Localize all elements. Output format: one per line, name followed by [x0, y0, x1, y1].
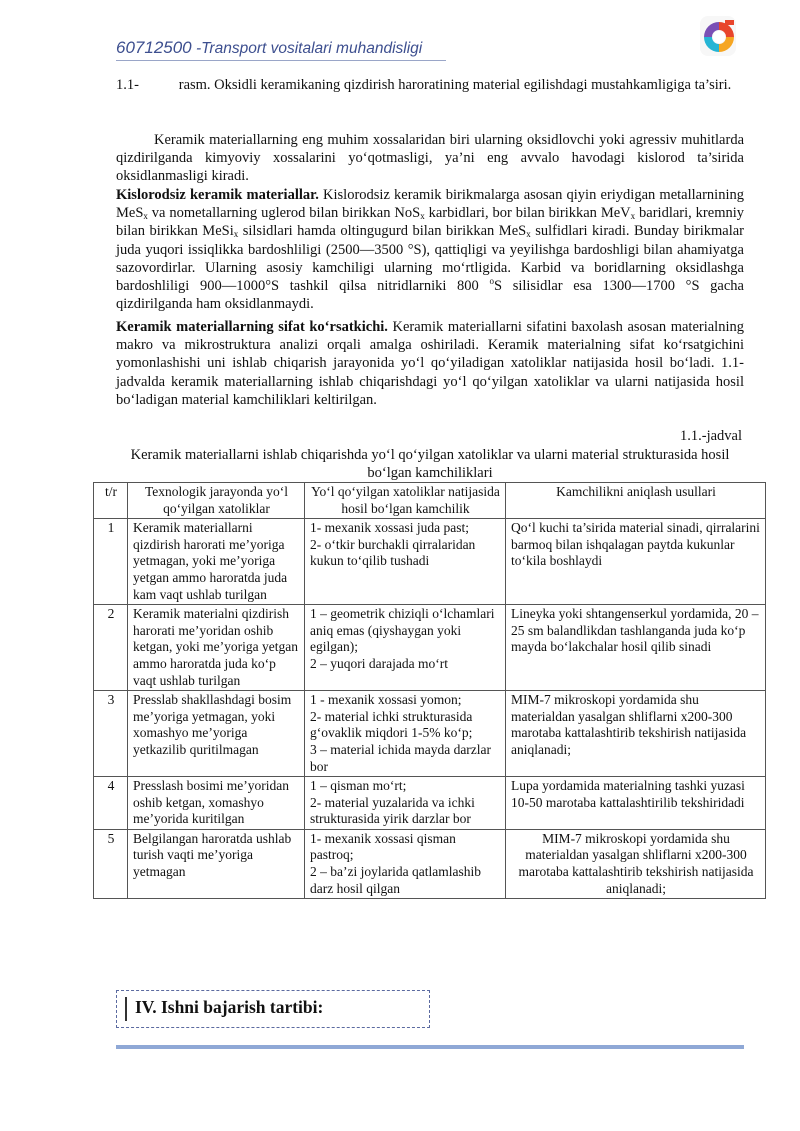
text-run: sulfidlari kiradi. Bunday birikmalar juda yuqori issiqlikka bardoshliligi (2500—3500 °S), qattiqligi va yeyilishga bardoshligi bilan ahamiyatga sazovordirlar. Ularning asosiy kamchiligi ularning mo‘rtligida. Karbid va boridlarning oksidlashga bardoshliligi 900—1000°S tashkil qilsa nitridlarniki 800 — [116, 223, 744, 295]
subscript: x — [526, 229, 531, 240]
section-box — [116, 990, 430, 1028]
table-title: Keramik materiallarni ishlab chiqarishda yo‘l qo‘yilgan xatoliklar va ularni material strukturasida hosil bo‘lgan kamchiliklari — [130, 447, 730, 481]
table-cell: 1 – geometrik chiziqli o‘lchamlari aniq emas (qiyshaygan yoki egilgan); 2 – yuqori darajada mo‘rt — [305, 605, 506, 691]
table-row — [94, 519, 766, 605]
section-bar — [125, 997, 127, 1021]
table-cell: Presslab shakllashdagi bosim me’yoriga yetmagan, yoki xomashyo me’yoriga yetkazilib quritilmagan — [128, 691, 305, 777]
column-header: Texnologik jarayonda yo‘l qo‘yilgan xatoliklar — [128, 483, 305, 519]
superscript: o — [489, 276, 494, 287]
text-run: Kislorodsiz keramik birikmalarga asosan qiyin eriydigan metallarnining MeS — [116, 187, 744, 222]
table-row — [94, 691, 766, 777]
footer-bar — [116, 1045, 744, 1049]
paragraph-intro: Keramik materiallarning eng muhim xossalaridan biri ularning oksidlovchi yoki agressiv muhitlarda qizdirilganda kimyoviy xossalarini yo‘qotmasligi, ya’ni eng avvalo havodagi kislorod ta’sirida oksidlanmasligi kiradi. — [116, 132, 744, 185]
table-cell: 1- mexanik xossasi qisman pastroq; 2 – ba’zi joylarida qatlamlashib darz hosil qilgan — [305, 829, 506, 898]
text-run: baridlari, kremniy bilan birikkan MeSi — [116, 205, 745, 240]
text-run: S silisidlar esa 1300—1700 °S gacha qizdirilganda ham oksidlanmaydi. — [116, 278, 744, 313]
subscript: x — [233, 229, 239, 240]
table-row — [94, 777, 766, 830]
text-run: va nometallarning uglerod bilan birikkan NoS — [147, 205, 421, 222]
header-title — [116, 38, 422, 58]
table-cell: Keramik materiallarni qizdirish harorati me’yoriga yetmagan, yoki me’yoriga yetgan ammo haroratda juda kam vaqt ushlab turilgan — [128, 519, 305, 605]
table-cell: Qo‘l kuchi ta’sirida material sinadi, qirralarini barmoq bilan ishqalagan paytda kukunlar to‘kila boshlaydi — [506, 519, 766, 605]
table-cell: 1 — [94, 519, 128, 605]
table-cell: Belgilangan haroratda ushlab turish vaqti me’yoriga yetmagan — [128, 829, 305, 898]
table-cell: 1 - mexanik xossasi yomon; 2- material ichki strukturasida g‘ovaklik miqdori 1-5% ko‘p; 3 – material ichida mayda darzlar bor — [305, 691, 506, 777]
circular-logo-icon — [696, 14, 742, 60]
section-heading: IV. Ishni bajarish tartibi: — [135, 997, 324, 1017]
table-cell: Keramik materialni qizdirish harorati me’yoridan oshib ketgan, yoki me’yoriga yetgan ammo haroratda juda ko‘p vaqt ushlab turilgan — [128, 605, 305, 691]
header-program: -Transport vositalari muhandisligi — [191, 40, 423, 57]
caption-number: 1.1- — [116, 77, 139, 93]
header-code: 60712500 — [116, 38, 192, 57]
paragraph-quality — [116, 318, 744, 409]
table-cell: Lupa yordamida materialning tashki yuzasi 10-50 marotaba kattalashtirilib tekshiridadi — [506, 777, 766, 830]
subscript: x — [630, 211, 636, 222]
table-cell: Lineyka yoki shtangenserkul yordamida, 20 – 25 sm balandlikdan tashlanganda juda ko‘p mayda bo‘lakchalar hosil qilib sinadi — [506, 605, 766, 691]
table-cell: Presslash bosimi me’yoridan oshib ketgan, xomashyo me’yorida kuritilgan — [128, 777, 305, 830]
figure-caption — [116, 76, 744, 94]
table-cell: 1- mexanik xossasi juda past; 2- o‘tkir burchakli qirralaridan kukun to‘qilib tushadi — [305, 519, 506, 605]
paragraph-oxygen-free — [116, 186, 744, 313]
table-cell: 4 — [94, 777, 128, 830]
subscript: x — [420, 211, 425, 222]
column-header: Kamchilikni aniqlash usullari — [506, 483, 766, 519]
table-number: 1.1.-jadval — [679, 428, 742, 444]
table-cell: MIM-7 mikroskopi yordamida shu materialdan yasalgan shliflarni x200-300 marotaba kattalashtirib tekshirish natijasida aniqlanadi; — [506, 829, 766, 898]
column-header: Yo‘l qo‘yilgan xatoliklar natijasida hosil bo‘lgan kamchilik — [305, 483, 506, 519]
text-run: silsidlari hamda oltingugurd bilan birikkan MeS — [238, 223, 527, 240]
table-cell: 2 — [94, 605, 128, 691]
table-row — [94, 605, 766, 691]
header-underline — [116, 60, 446, 61]
table-cell: MIM-7 mikroskopi yordamida shu materialdan yasalgan shliflarni x200-300 marotaba kattalashtirib tekshirish natijasida aniqlanadi; — [506, 691, 766, 777]
oxygen-free-heading: Kislorodsiz keramik materiallar. — [116, 187, 319, 203]
caption-text: rasm. Oksidli keramikaning qizdirish haroratining material egilishdagi mustahkamligiga ta’siri. — [178, 77, 732, 93]
subscript: x — [143, 211, 148, 222]
table-body — [94, 519, 766, 899]
table-row — [94, 829, 766, 898]
table-cell: 1 – qisman mo‘rt; 2- material yuzalarida va ichki strukturasida yirik darzlar bor — [305, 777, 506, 830]
column-header: t/r — [94, 483, 128, 519]
text-run: karbidlari, bor bilan birikkan MeV — [424, 205, 631, 222]
defects-table — [93, 482, 766, 899]
table-cell: 3 — [94, 691, 128, 777]
table-header-row — [94, 483, 766, 519]
table-cell: 5 — [94, 829, 128, 898]
quality-heading: Keramik materiallarning sifat ko‘rsatkichi. — [116, 319, 388, 335]
text-run: Keramik materiallarni sifatini baxolash asosan materialning makro va mikrostruktura analizi orqali amalga oshiriladi. Keramik materialning sifat ko‘rsatgichini yomonlashishi uni ishlab chiqarish jarayonida yo‘l qo‘yiladigan xatoliklar natijasida hosil bo‘ladi. 1.1-jadvalda keramik materiallarning ishlab chiqarishdagi yo‘l qo‘yilgan xatoliklar va ularni natijasida hosil bo‘ladigan material kamchiliklari keltirilgan. — [116, 319, 744, 408]
